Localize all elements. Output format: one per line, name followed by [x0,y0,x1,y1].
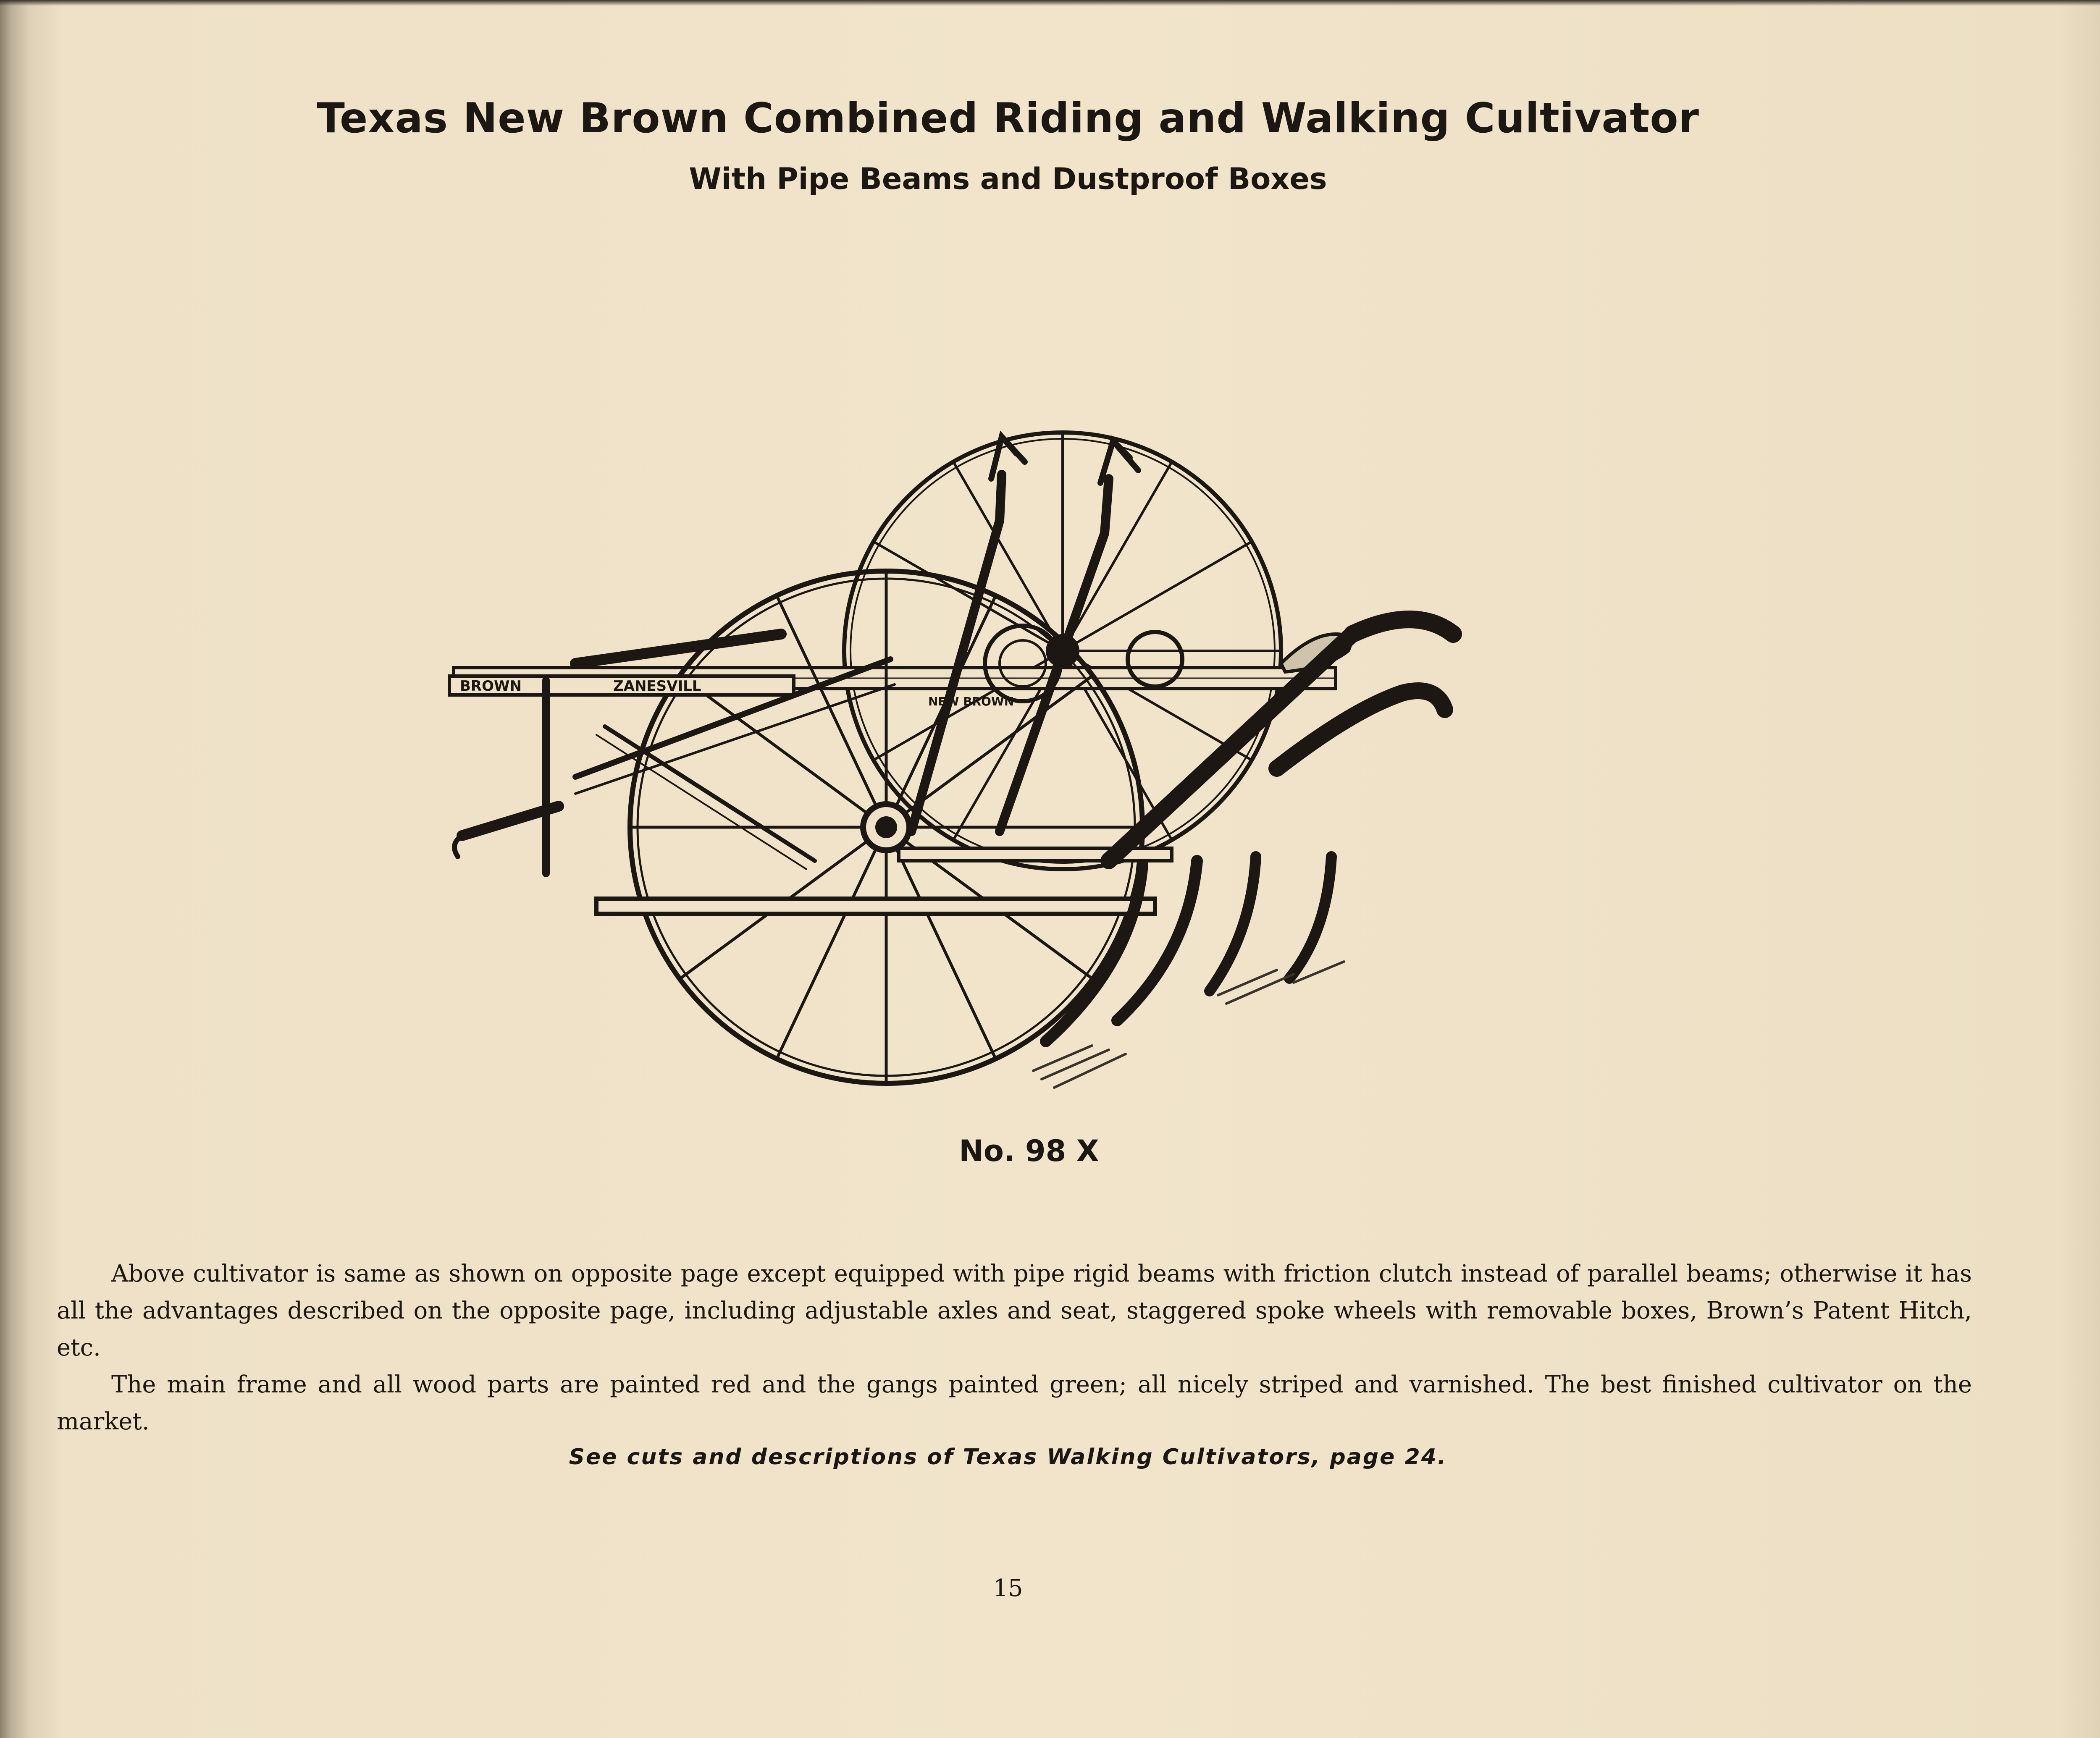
cultivator-illustration-icon [437,416,1613,1121]
figure-caption: No. 98 X [959,1134,1099,1168]
frame-label-zanesville: ZANESVILL [613,678,701,695]
cross-reference-note: See cuts and descriptions of Texas Walking Cultivators, page 24. [569,1444,1447,1470]
description-paragraph: The main frame and all wood parts are painted red and the gangs painted green; all nicely striped and varnished. The best finished cultivator on the market. [57,1371,1972,1435]
frame-label-brown: BROWN [460,678,522,695]
description-paragraph: Above cultivator is same as shown on opposite page except equipped with pipe rigid beams with friction clutch instead of parallel beams; otherwise it has all the advantages described on the opposite page, including adjustable axles and seat, staggered spoke wheels with removable boxes, Brown’s Patent Hitch, etc. [57,1260,1972,1361]
page-subtitle: With Pipe Beams and Dustproof Boxes [689,162,1327,196]
frame-label-new-brown: NEW BROWN [928,695,1014,708]
page-edge-shadow [0,0,2100,6]
page-number: 15 [993,1575,1023,1602]
description-text [57,1256,1972,1440]
page-title: Texas New Brown Combined Riding and Walking Cultivator [317,94,1699,142]
